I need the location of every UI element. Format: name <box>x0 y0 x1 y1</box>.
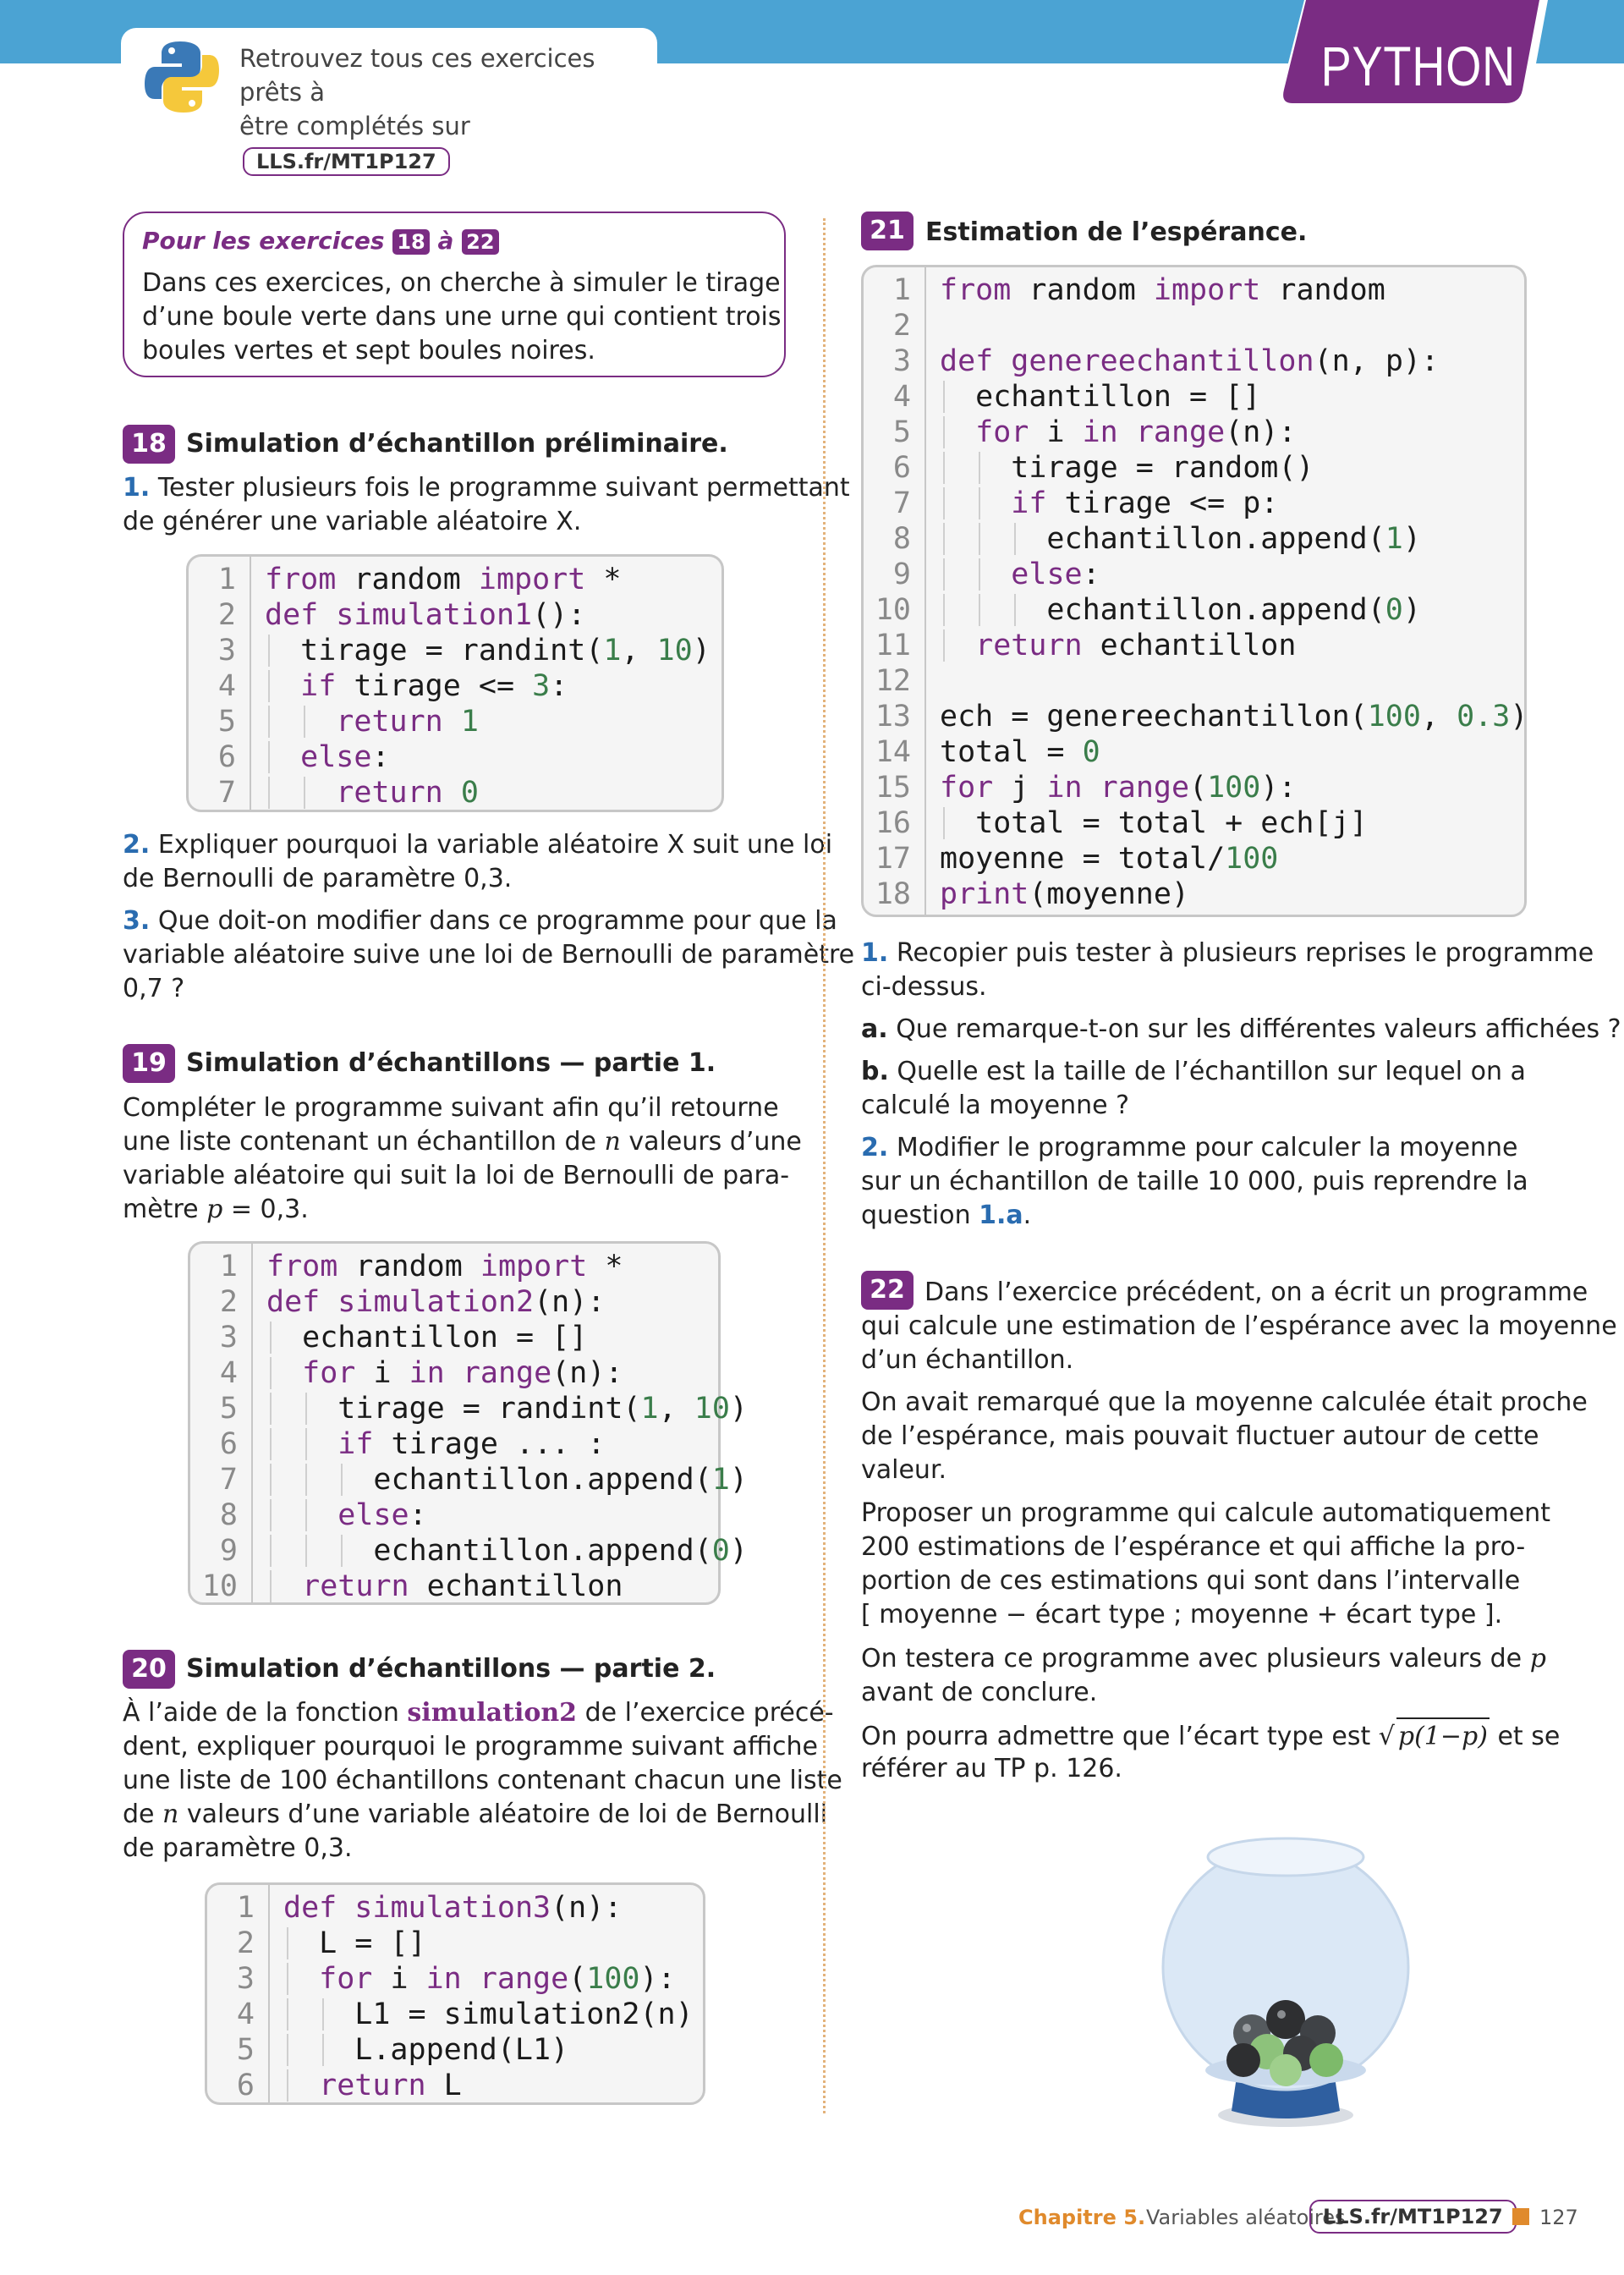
code-text: echantillon.append(1) <box>266 1463 748 1497</box>
line-number: 4 <box>219 1356 238 1390</box>
code-text: tirage = randint(1, 10) <box>266 1392 748 1426</box>
ex20-var-n: n <box>162 1800 179 1829</box>
ex18-q1-num: 1. <box>123 473 151 503</box>
ex21-q2-num: 2. <box>861 1133 889 1162</box>
ex22-p1-line2: qui calcule une estimation de l’espérance avec la moyenne <box>861 1311 1617 1341</box>
code-text: L.append(L1) <box>283 2033 569 2067</box>
ex22-p1-line3: d’un échantillon. <box>861 1345 1074 1375</box>
line-number: 7 <box>217 776 236 810</box>
ex21-q1-line1 <box>861 936 1594 970</box>
code-text: echantillon.append(0) <box>940 593 1421 627</box>
code-text: total = total + ech[j] <box>940 806 1368 840</box>
footer-chapter-number: Chapitre 5. <box>1018 2206 1146 2229</box>
column-divider <box>823 218 826 2113</box>
online-exercises-text <box>239 41 645 177</box>
ex20-line4 <box>123 1797 827 1832</box>
line-number: 13 <box>875 700 911 734</box>
ex22-p2-line3: valeur. <box>861 1455 947 1485</box>
ex20-line1-b: de l’exercice précé- <box>577 1698 834 1728</box>
ex22-p2-line2: de l’espérance, mais pouvait fluctuer autour de cette <box>861 1421 1539 1451</box>
ex21-q1-num: 1. <box>861 938 889 968</box>
line-number: 16 <box>875 806 911 840</box>
line-number: 3 <box>217 634 236 668</box>
line-number: 8 <box>892 522 911 556</box>
ex21-question-ref: 1.a <box>979 1201 1023 1230</box>
python-logo-icon <box>141 36 222 118</box>
online-exercises-box <box>121 28 657 173</box>
code-text: else: <box>1011 558 1100 591</box>
code-text: from random import * <box>265 563 622 596</box>
code-text: def genereechantillon(n, p): <box>940 344 1440 378</box>
ex20-line4-a: de <box>123 1800 163 1829</box>
line-number: 7 <box>892 486 911 520</box>
line-number: 1 <box>892 273 911 307</box>
retrouvez-line1: Retrouvez tous ces exercices prêts à <box>239 44 595 107</box>
code-text: return 0 <box>336 776 479 810</box>
exercise-19-title: Simulation d’échantillons — partie 1. <box>186 1048 716 1078</box>
code-text: else: <box>300 740 390 774</box>
ex22-p3-line2: 200 estimations de l’espérance et qui affiche la pro- <box>861 1532 1526 1562</box>
line-number: 14 <box>875 735 911 769</box>
line-number: 10 <box>201 1569 238 1603</box>
ex20-function-name: simulation2 <box>407 1698 578 1728</box>
ex21-qb-line2: calculé la moyenne ? <box>861 1091 1130 1120</box>
line-number: 2 <box>892 309 911 343</box>
footer-square-icon <box>1512 2208 1529 2225</box>
ex19-line4-b: = 0,3. <box>222 1195 309 1224</box>
ex22-p5-line1-b: et se <box>1489 1722 1561 1751</box>
ex19-line2-a: une liste contenant un échantillon de <box>123 1127 605 1157</box>
ex18-q2-line2: de Bernoulli de paramètre 0,3. <box>123 864 513 893</box>
ex21-q2-line3-b: . <box>1023 1201 1032 1230</box>
line-number: 2 <box>217 598 236 632</box>
ex19-line4-a: mètre <box>123 1195 207 1224</box>
line-number: 11 <box>875 629 911 662</box>
line-number: 1 <box>217 563 236 596</box>
page-number: 127 <box>1539 2206 1578 2229</box>
ex18-q3-line1 <box>123 904 837 938</box>
ex18-q3-line3: 0,7 ? <box>123 974 185 1003</box>
line-number: 6 <box>219 1427 238 1461</box>
code-text: if tirage ... : <box>337 1427 606 1461</box>
ex22-var-p: p <box>1529 1644 1546 1673</box>
line-number: 5 <box>236 2033 255 2067</box>
ex21-q1-text: Recopier puis tester à plusieurs reprises le programme <box>896 938 1594 968</box>
ex22-p3-line4: [ moyenne − écart type ; moyenne + écart type ]. <box>861 1600 1503 1629</box>
line-number: 12 <box>875 664 911 698</box>
ex19-line4 <box>123 1192 309 1227</box>
ex18-q1-line2: de générer une variable aléatoire X. <box>123 507 582 536</box>
ex18-q3-num: 3. <box>123 906 151 936</box>
ex21-qb-line1 <box>861 1054 1526 1089</box>
ex20-line1 <box>123 1695 834 1730</box>
ex19-line2 <box>123 1124 802 1159</box>
line-number: 4 <box>892 380 911 414</box>
callout-a: à <box>437 227 454 255</box>
ex22-p3-line3: portion de ces estimations qui sont dans l’intervalle <box>861 1566 1521 1596</box>
callout-num-18: 18 <box>392 229 429 255</box>
callout-label <box>142 223 499 258</box>
code-text: def simulation2(n): <box>266 1285 606 1319</box>
line-number: 4 <box>217 669 236 703</box>
exercise-19-number: 19 <box>123 1044 175 1083</box>
code-text: print(moyenne) <box>940 877 1190 911</box>
code-text: echantillon.append(1) <box>940 522 1421 556</box>
line-number: 18 <box>875 877 911 911</box>
ex22-p2-line1: On avait remarqué que la moyenne calculée était proche <box>861 1388 1588 1417</box>
line-number: 9 <box>219 1534 238 1568</box>
callout-label-text: Pour les exercices <box>142 227 385 255</box>
ex21-q1-line2: ci-dessus. <box>861 972 987 1002</box>
line-number: 6 <box>236 2069 255 2102</box>
ex20-code-block <box>205 1882 705 2105</box>
code-text: from random import random <box>940 273 1385 307</box>
ex18-q1-line1 <box>123 470 850 505</box>
code-text: tirage = randint(1, 10) <box>265 634 710 668</box>
line-number: 6 <box>217 740 236 774</box>
line-number: 3 <box>219 1321 238 1355</box>
callout-line1: Dans ces exercices, on cherche à simuler le tirage <box>142 268 781 298</box>
ex22-p4-line1-a: On testera ce programme avec plusieurs valeurs de <box>861 1644 1530 1673</box>
exercise-22-number: 22 <box>861 1271 914 1310</box>
python-tab-label: PYTHON <box>1320 35 1517 97</box>
ex19-var-n: n <box>604 1127 621 1157</box>
urn-illustration <box>1159 1823 1413 2136</box>
ex20-line5: de paramètre 0,3. <box>123 1833 353 1863</box>
line-number: 5 <box>219 1392 238 1426</box>
retrouvez-line2: être complétés sur <box>239 112 470 140</box>
ex20-line2: dent, expliquer pourquoi le programme suivant affiche <box>123 1732 819 1761</box>
code-text: moyenne = total/100 <box>940 842 1279 876</box>
footer-chapter-title: Variables aléatoires <box>1146 2206 1346 2229</box>
ex22-p4-line2: avant de conclure. <box>861 1678 1098 1707</box>
code-text: L = [] <box>283 1926 426 1960</box>
ex20-line3: une liste de 100 échantillons contenant chacun une liste <box>123 1766 842 1795</box>
ex21-q2-line1 <box>861 1130 1517 1165</box>
footer-link[interactable]: LLS.fr/MT1P127 <box>1309 2200 1517 2234</box>
line-number: 7 <box>219 1463 238 1497</box>
ex21-q2-text: Modifier le programme pour calculer la moyenne <box>896 1133 1518 1162</box>
code-text: if tirage <= p: <box>1011 486 1279 520</box>
line-number: 8 <box>219 1498 238 1532</box>
exercise-20-title: Simulation d’échantillons — partie 2. <box>186 1654 716 1684</box>
line-number: 6 <box>892 451 911 485</box>
ex21-q2-line3-a: question <box>861 1201 979 1230</box>
code-text: return echantillon <box>975 629 1297 662</box>
callout-line2: d’une boule verte dans une urne qui contient trois <box>142 302 782 332</box>
ex21-code-block <box>861 265 1527 917</box>
code-text: from random import * <box>266 1250 623 1283</box>
ex22-p5-line1: On pourra admettre que l’écart type est √ p(1−p) et se <box>861 1717 1560 1754</box>
ex19-line1: Compléter le programme suivant afin qu’il retourne <box>123 1093 779 1123</box>
line-number: 1 <box>236 1891 255 1925</box>
ex19-line3: variable aléatoire qui suit la loi de Bernoulli de para- <box>123 1161 790 1190</box>
code-text: for j in range(100): <box>940 771 1297 805</box>
code-text: def simulation1(): <box>265 598 586 632</box>
code-text: return 1 <box>336 705 479 739</box>
line-number: 5 <box>217 705 236 739</box>
line-number: 4 <box>236 1997 255 2031</box>
exercise-21-number: 21 <box>861 212 914 250</box>
ex20-line4-b: valeurs d’une variable aléatoire de loi de Bernoulli <box>178 1800 828 1829</box>
ex21-q2-line3 <box>861 1198 1031 1233</box>
line-number: 2 <box>236 1926 255 1960</box>
line-number: 15 <box>875 771 911 805</box>
ex21-qa-num: a. <box>861 1014 888 1044</box>
ex18-q1-text: Tester plusieurs fois le programme suivant permettant <box>157 473 850 503</box>
line-number: 3 <box>892 344 911 378</box>
code-text: for i in range(n): <box>302 1356 623 1390</box>
line-number: 9 <box>892 558 911 591</box>
header-link[interactable]: LLS.fr/MT1P127 <box>243 147 450 176</box>
ex19-line2-b: valeurs d’une <box>620 1127 802 1157</box>
ex22-p3-line1: Proposer un programme qui calcule automatiquement <box>861 1498 1550 1528</box>
code-text: for i in range(100): <box>319 1962 676 1996</box>
code-text: ech = genereechantillon(100, 0.3) <box>940 700 1528 734</box>
line-number: 5 <box>892 415 911 449</box>
ex20-line1-a: À l’aide de la fonction <box>123 1698 408 1728</box>
line-number: 3 <box>236 1962 255 1996</box>
callout-line3: boules vertes et sept boules noires. <box>142 336 595 365</box>
ex22-sqrt-expression: p(1−p) <box>1396 1717 1490 1754</box>
code-text: echantillon = [] <box>266 1321 588 1355</box>
exercise-18-number: 18 <box>123 425 175 464</box>
ex22-p5-line2: référer au TP p. 126. <box>861 1754 1122 1783</box>
ex21-q2-line2: sur un échantillon de taille 10 000, puis reprendre la <box>861 1167 1528 1196</box>
ex21-qa-text: Que remarque-t-on sur les différentes valeurs affichées ? <box>896 1014 1621 1044</box>
exercise-20-number: 20 <box>123 1650 175 1689</box>
ex18-q2-line1 <box>123 827 832 862</box>
ex18-q3-line2: variable aléatoire suive une loi de Bernoulli de paramètre <box>123 940 855 970</box>
ex18-q2-text: Expliquer pourquoi la variable aléatoire X suit une loi <box>157 830 833 860</box>
code-text: def simulation3(n): <box>283 1891 623 1925</box>
code-text: return L <box>319 2069 462 2102</box>
code-text: echantillon.append(0) <box>266 1534 748 1568</box>
ex21-qb-num: b. <box>861 1057 889 1086</box>
ex19-code-block <box>188 1241 748 1605</box>
ex22-p5-line1-a: On pourra admettre que l’écart type est <box>861 1722 1379 1751</box>
line-number: 10 <box>875 593 911 627</box>
ex19-var-p: p <box>206 1195 223 1224</box>
line-number: 1 <box>219 1250 238 1283</box>
callout-num-22: 22 <box>462 229 498 255</box>
ex21-qa <box>861 1012 1621 1047</box>
ex18-code-block <box>186 554 724 812</box>
code-text: for i in range(n): <box>975 415 1297 449</box>
code-text: else: <box>337 1498 427 1532</box>
line-number: 2 <box>219 1285 238 1319</box>
code-text: if tirage <= 3: <box>300 669 568 703</box>
exercise-18-title: Simulation d’échantillon préliminaire. <box>186 429 728 459</box>
code-text: return echantillon <box>302 1569 623 1603</box>
code-text: tirage = random() <box>940 451 1314 485</box>
ex18-q2-num: 2. <box>123 830 151 860</box>
ex18-q3-text: Que doit-on modifier dans ce programme pour que la <box>157 906 837 936</box>
code-text: L1 = simulation2(n) <box>283 1997 694 2031</box>
ex21-qb-text: Quelle est la taille de l’échantillon sur lequel on a <box>897 1057 1526 1086</box>
line-number: 17 <box>875 842 911 876</box>
code-text: echantillon = [] <box>940 380 1261 414</box>
ex22-p4-line1 <box>861 1641 1546 1676</box>
code-text: total = 0 <box>940 735 1100 769</box>
ex22-p1-line1: Dans l’exercice précédent, on a écrit un programme <box>924 1278 1588 1307</box>
exercise-21-title: Estimation de l’espérance. <box>925 217 1308 247</box>
